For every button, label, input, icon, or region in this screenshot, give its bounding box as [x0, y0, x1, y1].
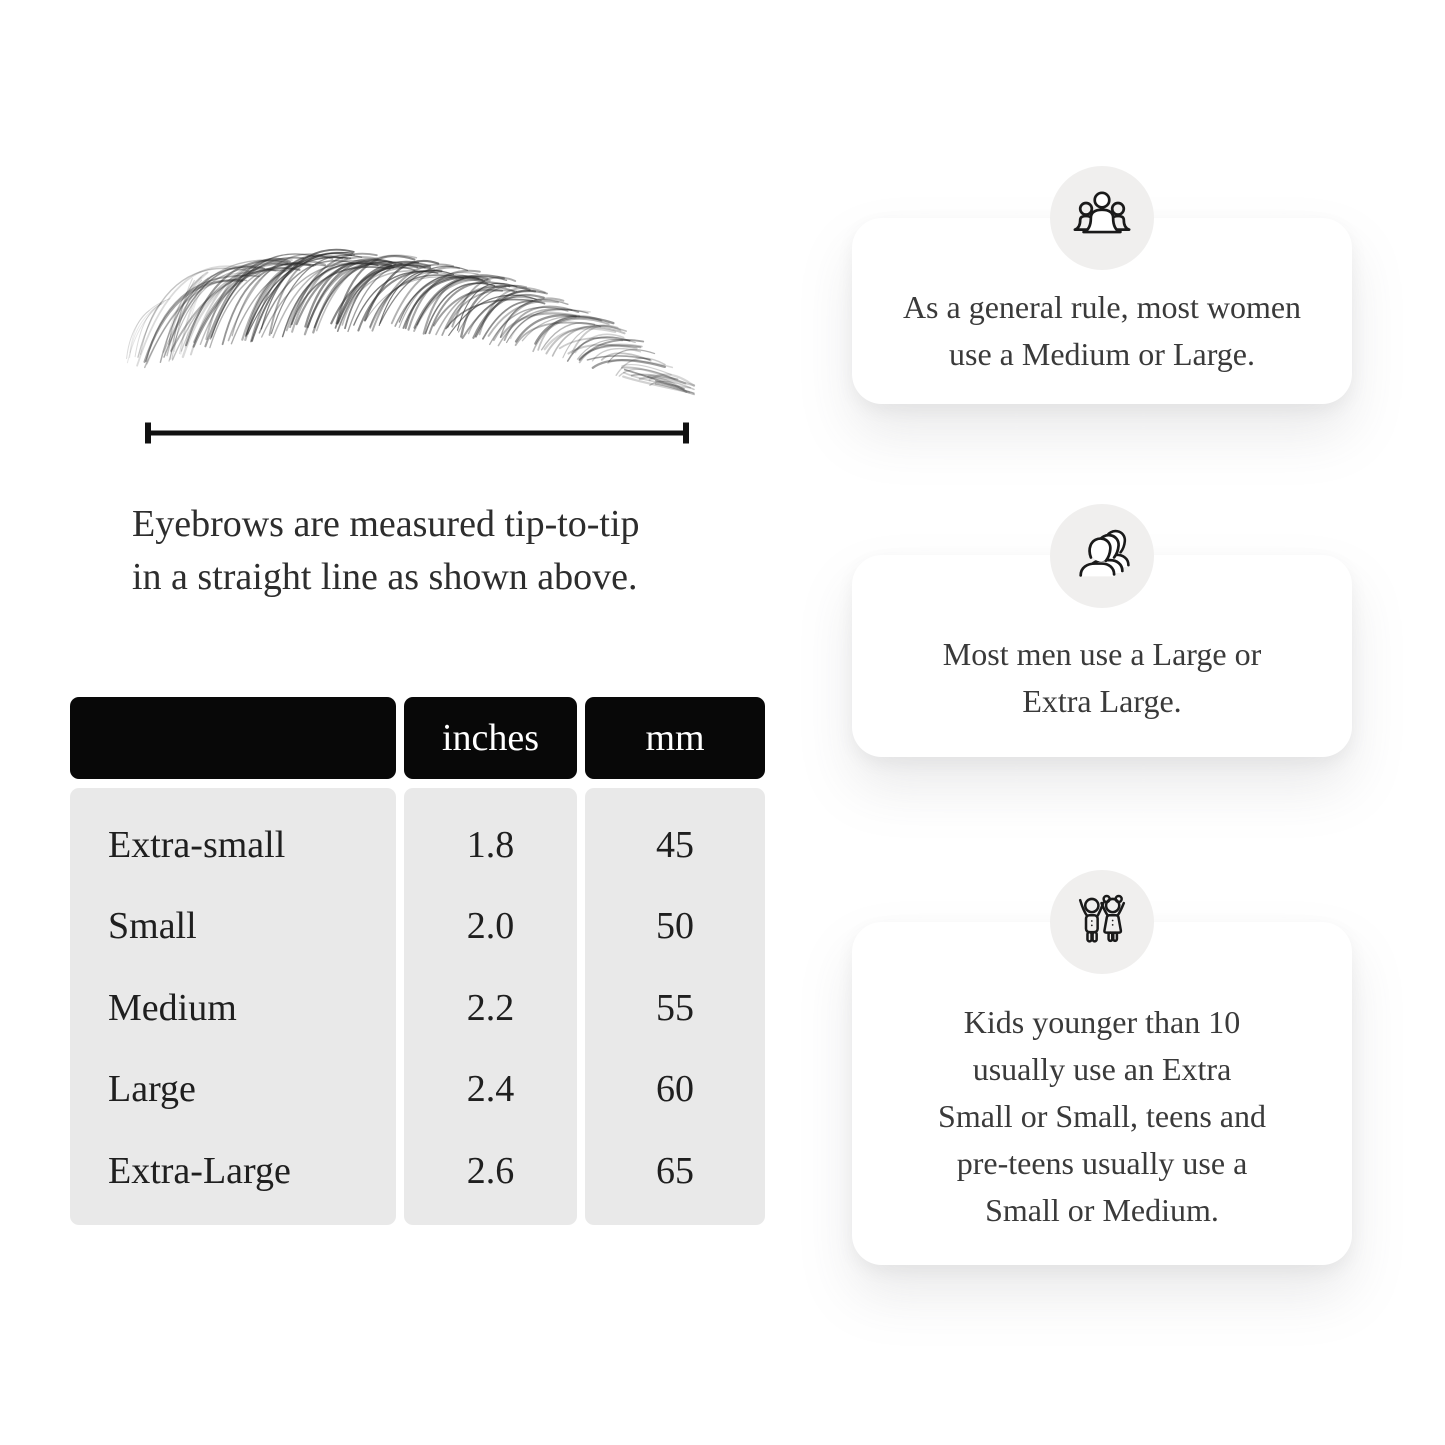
table-cell-mm: 65 [656, 1149, 694, 1192]
measurement-caption [132, 498, 640, 604]
table-cell-inches: 2.4 [466, 1068, 515, 1111]
table-cell-inches: 1.8 [466, 823, 515, 866]
table-column-inches [404, 788, 577, 1225]
table-header-mm: mm [585, 697, 765, 779]
table-cell-mm: 60 [656, 1068, 694, 1111]
caption-line-2: in a straight line as shown above. [132, 556, 638, 598]
table-cell-size-label: Medium [108, 986, 237, 1029]
kids-icon [1050, 870, 1154, 974]
eyebrow-illustration [105, 236, 705, 410]
table-cell-inches: 2.6 [466, 1149, 515, 1192]
measurement-line [143, 421, 691, 445]
table-column-mm [585, 788, 765, 1225]
table-cell-mm: 50 [656, 905, 694, 948]
caption-line-1: Eyebrows are measured tip-to-tip [132, 503, 640, 545]
table-cell-inches: 2.0 [466, 905, 515, 948]
info-card-men-text: Most men use a Large or Extra Large. [942, 636, 1262, 719]
table-cell-size-label: Small [108, 905, 197, 948]
table-column-size-labels [70, 788, 396, 1225]
men-group-icon [1050, 504, 1154, 608]
info-card-kids-text: Kids younger than 10 usually use an Extra Small or Small, teens and pre-teens usually use a Small or Medium. [938, 1004, 1266, 1228]
women-group-icon [1050, 166, 1154, 270]
table-cell-mm: 55 [656, 986, 694, 1029]
info-card-women-text: As a general rule, most women use a Medium or Large. [902, 289, 1302, 372]
table-cell-size-label: Large [108, 1068, 196, 1111]
table-cell-mm: 45 [656, 823, 694, 866]
table-cell-size-label: Extra-small [108, 823, 286, 866]
table-header-inches: inches [404, 697, 577, 779]
table-header-blank [70, 697, 396, 779]
table-cell-size-label: Extra-Large [108, 1149, 291, 1192]
table-cell-inches: 2.2 [466, 986, 515, 1029]
